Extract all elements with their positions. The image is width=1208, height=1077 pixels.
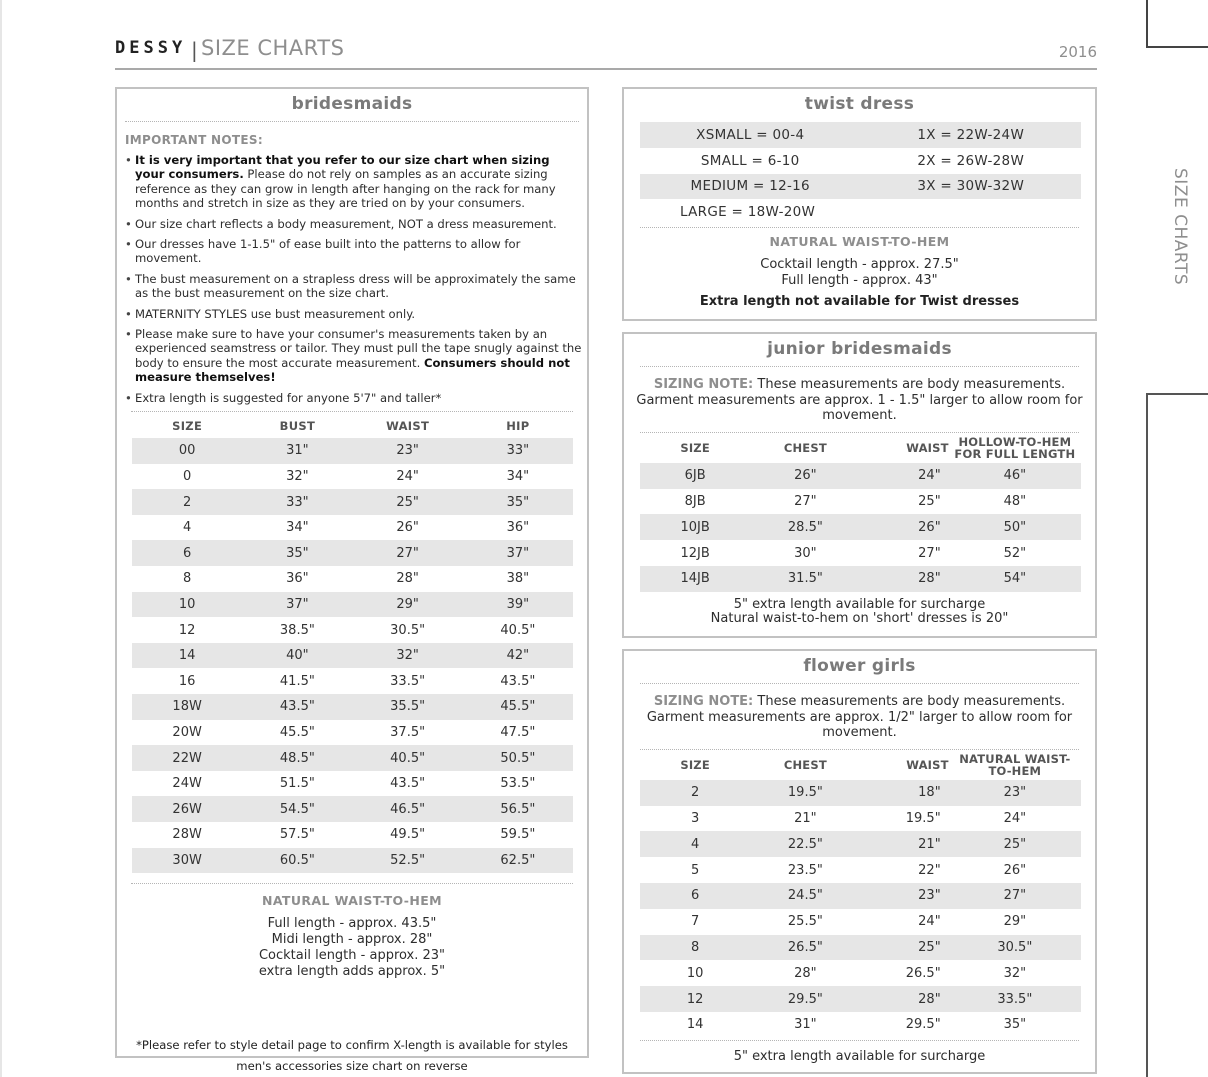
table-row <box>640 463 1081 489</box>
table-row <box>132 848 573 874</box>
cell-size: 4 <box>640 831 750 857</box>
divider <box>640 227 1079 228</box>
divider <box>131 411 573 412</box>
note-item <box>117 391 587 405</box>
cell-size: 8JB <box>684 493 706 509</box>
cell-size: 6 <box>132 540 242 566</box>
table-row <box>640 1012 1081 1038</box>
cell-hip: 43.5" <box>500 673 536 689</box>
column-header: BUST <box>279 419 316 434</box>
extra-length-note: Extra length not available for Twist dresses <box>699 294 1020 310</box>
table-row <box>132 489 573 515</box>
table-row <box>640 489 1081 515</box>
column-header: NATURAL WAIST-TO-HEM <box>959 751 1071 778</box>
cell-bust: 32" <box>286 468 309 484</box>
cell-waist: 23" <box>353 438 463 464</box>
cell-hip: 42" <box>463 643 573 669</box>
header-year: 2016 <box>1058 43 1097 61</box>
size-mapping: MEDIUM = 12-16 <box>640 174 861 200</box>
note-item <box>117 153 587 211</box>
table-row <box>640 935 1081 961</box>
note-text: Please make sure to have your consumer's measurements taken by an experienced seamstress or tailor. They must pull the tape snugly against the body to ensure the most accurate measurement. <box>135 327 582 370</box>
cell-waist: 19.5" <box>905 810 941 826</box>
note-bold-text: It is very important that you refer to our size chart when sizing your consumers. <box>135 153 550 182</box>
cell-size: 22W <box>132 745 242 771</box>
note-text: Our dresses have 1-1.5" of ease built into the patterns to allow for movement. <box>135 237 521 266</box>
cell-bust: 34" <box>286 520 309 536</box>
cell-size: 30W <box>132 848 242 874</box>
cell-waist: 52.5" <box>353 848 463 874</box>
cell-hip: 47.5" <box>500 724 536 740</box>
cell-waist: 25" <box>861 935 949 961</box>
cell-chest: 26.5" <box>750 935 860 961</box>
panel-title: bridesmaids <box>291 94 413 114</box>
table-row <box>640 148 1081 174</box>
cell-bust: 35" <box>242 540 352 566</box>
reverse-note: men's accessories size chart on reverse <box>236 1059 468 1073</box>
junior-footer <box>624 598 1095 627</box>
margin-tab-bottom <box>1146 393 1208 1077</box>
column-header: WAIST <box>906 757 949 772</box>
note-text: The bust measurement on a strapless dress will be approximately the same as the bust measurement on the size chart. <box>135 271 576 301</box>
cell-size: 10JB <box>640 514 750 540</box>
cell-waist: 40.5" <box>353 745 463 771</box>
table-row <box>132 643 573 669</box>
cell-size: 16 <box>178 673 196 689</box>
cell-size: 24W <box>172 776 202 792</box>
table-row <box>132 745 573 771</box>
cell-size: 7 <box>690 914 700 930</box>
divider <box>640 366 1079 367</box>
cell-size: 6 <box>640 883 750 909</box>
table-row <box>132 617 573 643</box>
bridesmaids-panel <box>115 87 589 1058</box>
cell-size: 26W <box>132 796 242 822</box>
cell-waist: 28" <box>861 986 949 1012</box>
cell-size: 00 <box>132 438 242 464</box>
table-row <box>640 199 1081 225</box>
panel-title: flower girls <box>803 656 916 676</box>
cell-chest: 22.5" <box>750 831 860 857</box>
cell-chest: 31" <box>794 1017 817 1033</box>
bridesmaids-size-table <box>132 414 573 873</box>
table-row <box>640 986 1081 1012</box>
table-row <box>640 122 1081 148</box>
column-header: WAIST <box>906 440 949 455</box>
cell-chest: 19.5" <box>750 780 860 806</box>
cell-chest: 28.5" <box>750 514 860 540</box>
length-line: Cocktail length - approx. 23" <box>258 948 446 964</box>
twist-dress-panel <box>622 87 1097 321</box>
cell-size: 6JB <box>640 463 750 489</box>
table-row <box>640 540 1081 566</box>
column-header: HIP <box>506 419 530 434</box>
divider <box>125 121 579 122</box>
cell-hip: 34" <box>506 468 530 484</box>
cell-bust: 31" <box>242 438 352 464</box>
footer-line: 5" extra length available for surcharge <box>733 596 986 612</box>
cell-size: 14JB <box>640 566 750 592</box>
length-line: Full length - approx. 43.5" <box>267 916 437 932</box>
note-text: MATERNITY STYLES use bust measurement only. <box>135 306 416 321</box>
table-row <box>640 566 1081 592</box>
cell-waist: 26" <box>861 514 949 540</box>
table-row <box>640 780 1081 806</box>
cell-bust: 36" <box>286 571 309 587</box>
table-row <box>640 909 1081 935</box>
cell-chest: 21" <box>794 810 817 826</box>
notes-list <box>117 153 587 405</box>
size-mapping: 1X = 22W-24W <box>861 122 1082 148</box>
cell-size: 28W <box>172 827 202 843</box>
page-header <box>115 36 1097 70</box>
cell-size: 0 <box>182 468 192 484</box>
cell-size: 8 <box>640 935 750 961</box>
cell-size: 8 <box>182 571 192 587</box>
cell-chest: 30" <box>794 545 817 561</box>
cell-waist: 37.5" <box>390 724 426 740</box>
table-header-row <box>132 414 573 438</box>
cell-waist: 46.5" <box>353 796 463 822</box>
cell-waist: 23" <box>861 883 949 909</box>
size-mapping: XSMALL = 00-4 <box>640 122 861 148</box>
table-row <box>132 822 573 848</box>
cell-size: 2 <box>640 780 750 806</box>
cell-bust: 54.5" <box>242 796 352 822</box>
size-mapping <box>861 199 1082 225</box>
cell-hip: 37" <box>463 540 573 566</box>
cell-waist: 18" <box>861 780 949 806</box>
cell-waist: 27" <box>353 540 463 566</box>
cell-hollow-to-hem: 46" <box>949 463 1081 489</box>
length-line: Cocktail length - approx. 27.5" <box>760 257 959 273</box>
note-item <box>117 217 587 231</box>
cell-waist: 43.5" <box>390 776 426 792</box>
cell-waist: 26.5" <box>905 965 941 981</box>
cell-waist: 22" <box>918 862 941 878</box>
column-header: SIZE <box>172 419 203 434</box>
cell-size: 12 <box>178 622 196 638</box>
panel-title: twist dress <box>804 94 915 114</box>
column-header: WAIST <box>386 419 430 434</box>
table-row <box>132 464 573 490</box>
footer-line: Natural waist-to-hem on 'short' dresses is 20" <box>710 611 1009 627</box>
cell-chest: 26" <box>750 463 860 489</box>
cell-size: 4 <box>182 520 192 536</box>
cell-hollow-to-hem: 54" <box>949 566 1081 592</box>
cell-hip: 50.5" <box>463 745 573 771</box>
cell-bust: 51.5" <box>279 776 315 792</box>
cell-waist: 49.5" <box>390 827 426 843</box>
cell-waist: 21" <box>861 831 949 857</box>
margin-tab-top <box>1146 0 1208 48</box>
cell-waist: 35.5" <box>353 694 463 720</box>
header-separator: | <box>191 38 198 62</box>
cell-bust: 37" <box>242 592 352 618</box>
cell-hip: 35" <box>463 489 573 515</box>
cell-waist-to-hem: 30.5" <box>949 935 1081 961</box>
waist-to-hem-heading: NATURAL WAIST-TO-HEM <box>261 893 443 909</box>
table-row <box>132 694 573 720</box>
page-title: SIZE CHARTS <box>201 36 345 60</box>
cell-hip: 56.5" <box>463 796 573 822</box>
column-header: CHEST <box>783 440 827 455</box>
cell-waist-to-hem: 24" <box>1003 810 1027 826</box>
note-item <box>117 272 587 301</box>
waist-to-hem-list <box>117 916 587 980</box>
cell-waist: 30.5" <box>390 622 426 638</box>
panel-title: junior bridesmaids <box>767 339 952 359</box>
note-text: Our size chart reflects a body measurement, NOT a dress measurement. <box>135 216 557 231</box>
cell-waist: 25" <box>353 489 463 515</box>
length-list <box>624 257 1095 289</box>
note-item <box>117 237 587 266</box>
sizing-note <box>634 694 1085 741</box>
table-row <box>132 566 573 592</box>
footnote: *Please refer to style detail page to confirm X-length is available for styles <box>136 1038 568 1052</box>
divider <box>640 683 1079 684</box>
flower-girls-panel <box>622 649 1097 1074</box>
cell-waist-to-hem: 26" <box>1003 862 1027 878</box>
size-mapping: 2X = 26W-28W <box>917 152 1025 169</box>
cell-bust: 45.5" <box>279 724 315 740</box>
note-text: Please do not rely on samples as an accurate sizing reference as they can grow in length after hanging on the rack for many months and stretch in size as they are tried on by your consumers. <box>135 167 556 211</box>
table-row <box>132 796 573 822</box>
cell-bust: 60.5" <box>242 848 352 874</box>
junior-size-table <box>640 433 1081 592</box>
cell-hip: 40.5" <box>500 622 536 638</box>
cell-waist: 33.5" <box>390 673 426 689</box>
cell-waist: 29.5" <box>905 1017 941 1033</box>
cell-bust: 48.5" <box>242 745 352 771</box>
cell-waist: 26" <box>396 520 419 536</box>
cell-bust: 43.5" <box>242 694 352 720</box>
table-row <box>640 960 1081 986</box>
footer-line: 5" extra length available for surcharge <box>733 1048 986 1064</box>
cell-waist: 24" <box>861 463 949 489</box>
cell-hip: 36" <box>506 520 530 536</box>
cell-waist-to-hem: 23" <box>949 780 1081 806</box>
table-row <box>640 514 1081 540</box>
cell-waist-to-hem: 27" <box>949 883 1081 909</box>
cell-hollow-to-hem: 52" <box>1003 545 1027 561</box>
note-item <box>117 327 587 385</box>
length-line: extra length adds approx. 5" <box>258 964 446 980</box>
table-row <box>640 174 1081 200</box>
table-header-row <box>640 433 1081 463</box>
sizing-note-text: These measurements are body measurements. Garment measurements are approx. 1 - 1.5" larger to allow room for movement. <box>636 377 1083 424</box>
sizing-note-label: SIZING NOTE: <box>653 377 754 392</box>
column-header: CHEST <box>783 757 827 772</box>
size-mapping: LARGE = 18W-20W <box>680 204 816 221</box>
cell-size: 3 <box>690 810 700 826</box>
cell-waist-to-hem: 29" <box>1003 914 1027 930</box>
cell-size: 10 <box>132 592 242 618</box>
table-row <box>640 857 1081 883</box>
table-row <box>640 831 1081 857</box>
cell-size: 14 <box>686 1017 704 1033</box>
cell-bust: 41.5" <box>279 673 315 689</box>
size-mapping: 3X = 30W-32W <box>861 174 1082 200</box>
cell-size: 14 <box>132 643 242 669</box>
table-row <box>132 771 573 797</box>
table-row <box>640 806 1081 832</box>
cell-waist: 28" <box>396 571 419 587</box>
brand-logo: DESSY <box>115 38 187 58</box>
sizing-note-label: SIZING NOTE: <box>653 694 754 709</box>
note-text: Extra length is suggested for anyone 5'7" and taller* <box>135 390 442 405</box>
cell-waist: 24" <box>396 468 419 484</box>
cell-bust: 38.5" <box>279 622 315 638</box>
page-edge <box>0 0 2 1077</box>
cell-hip: 39" <box>463 592 573 618</box>
column-header: SIZE <box>680 757 710 772</box>
cell-chest: 25.5" <box>787 914 823 930</box>
length-line: Midi length - approx. 28" <box>271 932 433 948</box>
cell-hip: 45.5" <box>463 694 573 720</box>
cell-hip: 53.5" <box>500 776 536 792</box>
cell-hip: 62.5" <box>463 848 573 874</box>
cell-size: 12JB <box>680 545 710 561</box>
table-row <box>132 515 573 541</box>
cell-size: 18W <box>132 694 242 720</box>
cell-hip: 59.5" <box>500 827 536 843</box>
cell-chest: 31.5" <box>750 566 860 592</box>
table-row <box>132 592 573 618</box>
cell-chest: 23.5" <box>787 862 823 878</box>
notes-heading: IMPORTANT NOTES: <box>125 133 263 147</box>
cell-waist: 28" <box>861 566 949 592</box>
table-row <box>132 438 573 464</box>
table-row <box>132 720 573 746</box>
cell-chest: 24.5" <box>750 883 860 909</box>
table-header-row <box>640 750 1081 780</box>
cell-chest: 29.5" <box>750 986 860 1012</box>
cell-hollow-to-hem: 48" <box>1003 493 1027 509</box>
sizing-note <box>634 377 1085 424</box>
cell-chest: 28" <box>794 965 817 981</box>
cell-size: 5 <box>690 862 700 878</box>
junior-bridesmaids-panel <box>622 332 1097 638</box>
cell-size: 10 <box>686 965 704 981</box>
cell-waist: 24" <box>918 914 941 930</box>
twist-size-table <box>640 122 1081 225</box>
side-section-label: SIZE CHARTS <box>1170 168 1190 286</box>
cell-bust: 40" <box>242 643 352 669</box>
column-header: HOLLOW-TO-HEM FOR FULL LENGTH <box>954 434 1076 461</box>
note-bold-text: Consumers should not measure themselves! <box>135 355 570 385</box>
cell-waist: 32" <box>353 643 463 669</box>
cell-waist: 25" <box>918 493 941 509</box>
cell-waist-to-hem: 33.5" <box>949 986 1081 1012</box>
divider <box>131 883 573 884</box>
cell-size: 12 <box>640 986 750 1012</box>
waist-to-hem-heading: NATURAL WAIST-TO-HEM <box>769 234 950 250</box>
cell-bust: 57.5" <box>279 827 315 843</box>
table-row <box>132 540 573 566</box>
cell-hollow-to-hem: 50" <box>949 514 1081 540</box>
cell-waist-to-hem: 32" <box>1003 965 1027 981</box>
cell-bust: 33" <box>242 489 352 515</box>
cell-waist-to-hem: 35" <box>1003 1017 1027 1033</box>
divider <box>640 1040 1079 1041</box>
table-row <box>640 883 1081 909</box>
cell-waist: 27" <box>918 545 941 561</box>
table-row <box>132 668 573 694</box>
cell-waist: 29" <box>353 592 463 618</box>
cell-chest: 27" <box>794 493 817 509</box>
cell-hip: 33" <box>463 438 573 464</box>
flower-girls-size-table <box>640 750 1081 1038</box>
size-mapping: SMALL = 6-10 <box>700 152 800 169</box>
cell-size: 2 <box>132 489 242 515</box>
sizing-note-text: These measurements are body measurements. Garment measurements are approx. 1/2" larger to allow room for movement. <box>646 694 1073 741</box>
cell-waist-to-hem: 25" <box>949 831 1081 857</box>
note-item <box>117 307 587 321</box>
cell-size: 20W <box>172 724 202 740</box>
cell-hip: 38" <box>506 571 530 587</box>
length-line: Full length - approx. 43" <box>781 273 938 289</box>
column-header: SIZE <box>680 440 710 455</box>
